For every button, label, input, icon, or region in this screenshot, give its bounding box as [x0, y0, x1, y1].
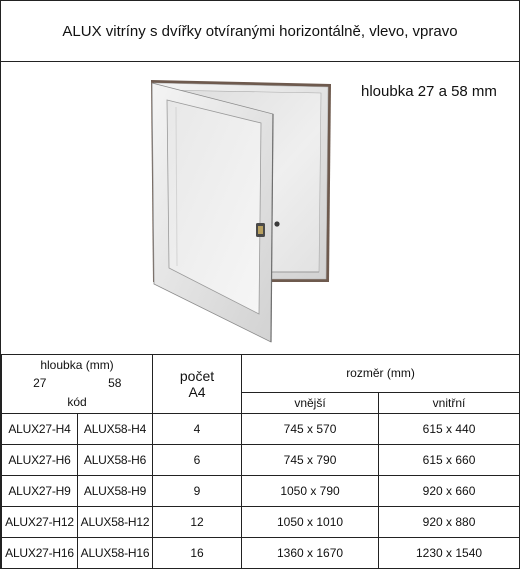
outer-size: 1360 x 1670	[242, 537, 379, 568]
code-58: ALUX58-H4	[78, 413, 153, 444]
outer-size: 1050 x 1010	[242, 506, 379, 537]
inner-size: 1230 x 1540	[379, 537, 520, 568]
count-a4: 16	[153, 537, 242, 568]
outer-size: 745 x 570	[242, 413, 379, 444]
header-code: kód	[2, 392, 153, 413]
code-27: ALUX27-H4	[2, 413, 78, 444]
table-row	[2, 413, 520, 444]
table-row	[2, 475, 520, 506]
header-depth-58: 58	[78, 374, 153, 392]
code-27: ALUX27-H12	[2, 506, 78, 537]
outer-size: 1050 x 790	[242, 475, 379, 506]
code-58: ALUX58-H6	[78, 444, 153, 475]
header-outer: vnější	[242, 392, 379, 413]
table-row	[2, 537, 520, 568]
spec-table	[1, 354, 520, 569]
code-58: ALUX58-H16	[78, 537, 153, 568]
header-count-line2: A4	[188, 383, 206, 400]
code-27: ALUX27-H9	[2, 475, 78, 506]
count-a4: 4	[153, 413, 242, 444]
count-a4: 9	[153, 475, 242, 506]
page-title: ALUX vitríny s dvířky otvíranými horizontálně, vlevo, vpravo	[1, 1, 519, 62]
depth-note: hloubka 27 a 58 mm	[361, 83, 497, 100]
header-count	[153, 355, 242, 414]
cabinet-door	[152, 83, 273, 342]
table-row	[2, 506, 520, 537]
header-count-line1: počet	[179, 367, 215, 384]
table-row	[2, 444, 520, 475]
inner-size: 920 x 660	[379, 475, 520, 506]
code-27: ALUX27-H16	[2, 537, 78, 568]
product-photo	[1, 62, 519, 354]
outer-size: 745 x 790	[242, 444, 379, 475]
header-size: rozměr (mm)	[242, 355, 520, 393]
header-depth-27: 27	[2, 374, 78, 392]
header-depth: hloubka (mm)	[2, 355, 153, 375]
header-inner: vnitřní	[379, 392, 520, 413]
header-row-1	[2, 355, 520, 375]
code-58: ALUX58-H12	[78, 506, 153, 537]
inner-size: 920 x 880	[379, 506, 520, 537]
count-a4: 12	[153, 506, 242, 537]
code-27: ALUX27-H6	[2, 444, 78, 475]
code-58: ALUX58-H9	[78, 475, 153, 506]
inner-size: 615 x 440	[379, 413, 520, 444]
inner-size: 615 x 660	[379, 444, 520, 475]
count-a4: 6	[153, 444, 242, 475]
header-row-3	[2, 392, 520, 413]
